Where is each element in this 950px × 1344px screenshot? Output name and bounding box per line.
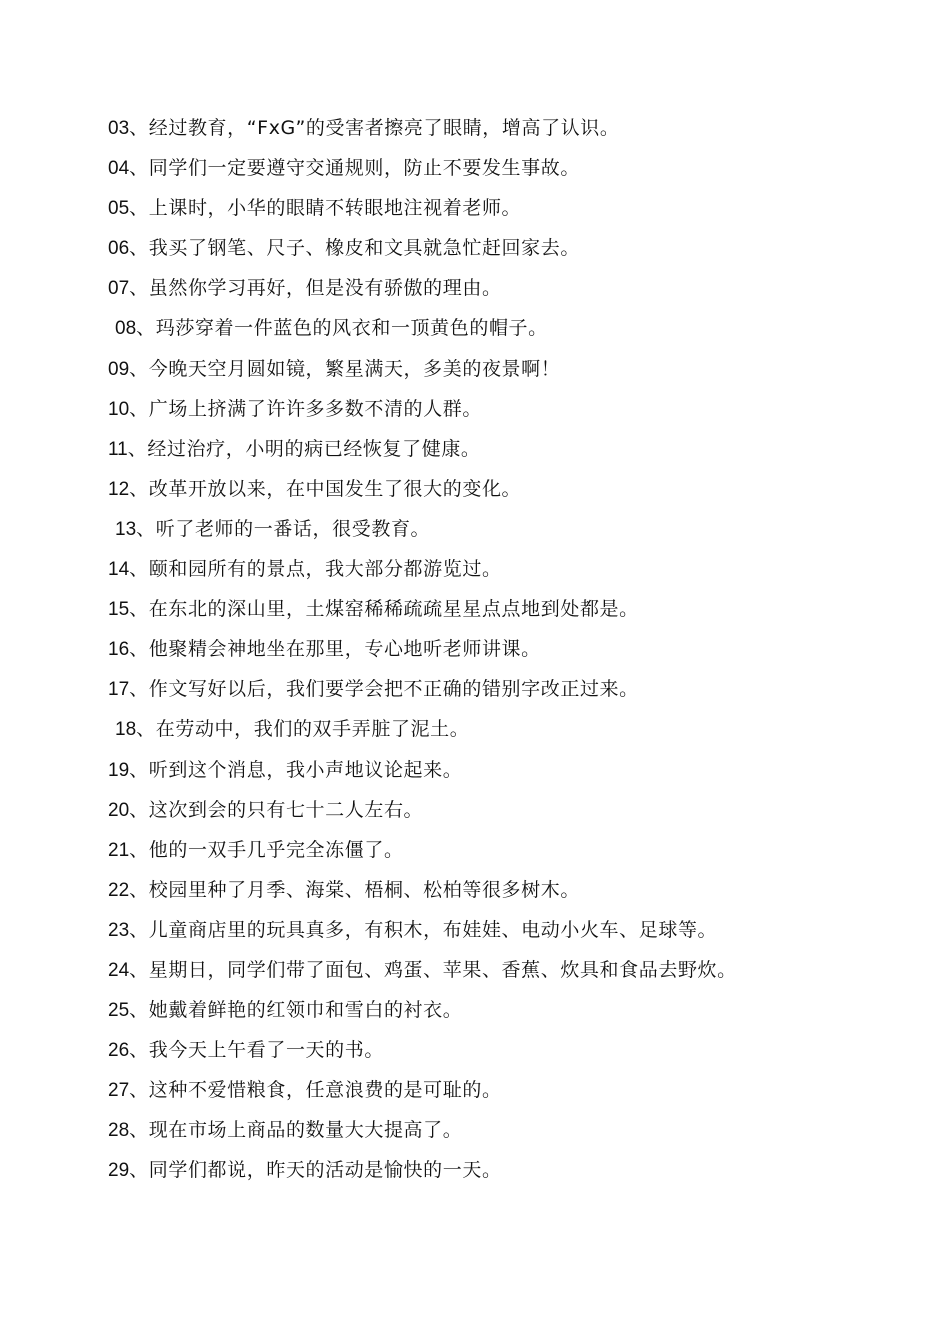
list-item: [108, 272, 737, 312]
item-number: 14: [108, 559, 130, 581]
list-item: [108, 834, 737, 874]
list-item: [108, 914, 737, 954]
item-text: 、儿童商店里的玩具真多，有积木，布娃娃、电动小火车、足球等。: [129, 918, 718, 941]
list-item: [108, 994, 737, 1034]
list-item: [108, 1034, 737, 1074]
item-text: 、广场上挤满了许许多多数不清的人群。: [129, 397, 482, 420]
list-item: [108, 112, 737, 152]
item-number: 12: [108, 478, 130, 500]
item-text: 、校园里种了月季、海棠、梧桐、松柏等很多树木。: [129, 878, 580, 901]
item-number: 20: [108, 799, 130, 821]
list-item: [108, 1154, 737, 1194]
list-item: [108, 713, 737, 753]
item-number: 29: [108, 1160, 130, 1182]
list-item: [108, 353, 737, 393]
item-text: 、虽然你学习再好，但是没有骄傲的理由。: [129, 277, 502, 300]
item-text: 、星期日，同学们带了面包、鸡蛋、苹果、香蕉、炊具和食品去野炊。: [129, 958, 737, 981]
item-number: 04: [108, 158, 130, 180]
item-number: 18: [115, 719, 137, 741]
list-item: [108, 633, 737, 673]
item-text: 、作文写好以后，我们要学会把不正确的错别字改正过来。: [129, 678, 639, 701]
item-number: 11: [108, 438, 128, 460]
item-text: 、我买了钢笔、尺子、橡皮和文具就急忙赶回家去。: [129, 237, 580, 260]
list-item: [108, 433, 737, 473]
item-number: 03: [108, 118, 130, 139]
item-number: 05: [108, 198, 130, 220]
list-item: [108, 553, 737, 593]
item-text: 、现在市场上商品的数量大大提高了。: [129, 1119, 463, 1142]
item-text: 、听了老师的一番话，很受教育。: [136, 517, 431, 540]
item-number: 10: [108, 398, 130, 420]
item-text: 、他的一双手几乎完全冻僵了。: [129, 838, 404, 861]
item-text: 、在劳动中，我们的双手弄脏了泥土。: [136, 718, 470, 741]
item-text: 、我今天上午看了一天的书。: [129, 1039, 384, 1062]
list-item: [108, 754, 737, 794]
item-text: 、颐和园所有的景点，我大部分都游览过。: [129, 558, 502, 581]
list-item: [108, 152, 737, 192]
item-number: 08: [115, 318, 137, 340]
list-item: [108, 513, 737, 553]
list-item: [108, 954, 737, 994]
item-text: 、同学们一定要遵守交通规则，防止不要发生事故。: [129, 157, 580, 180]
list-item: [108, 874, 737, 914]
list-item: [108, 393, 737, 433]
list-item: [108, 1074, 737, 1114]
item-number: 15: [108, 599, 130, 621]
list-item: [108, 593, 737, 633]
item-number: 25: [108, 1000, 130, 1022]
item-text: 、他聚精会神地坐在那里，专心地听老师讲课。: [129, 638, 541, 661]
item-number: 06: [108, 238, 130, 260]
item-number: 19: [108, 759, 130, 781]
item-number: 09: [108, 358, 130, 380]
item-text: 、改革开放以来，在中国发生了很大的变化。: [129, 477, 522, 500]
item-number: 26: [108, 1040, 130, 1062]
item-text: 、今晚天空月圆如镜，繁星满天，多美的夜景啊！: [129, 357, 561, 380]
item-text: 、听到这个消息，我小声地议论起来。: [129, 758, 463, 781]
item-text: 、这种不爱惜粮食，任意浪费的是可耻的。: [129, 1079, 502, 1102]
item-text: 、上课时，小华的眼睛不转眼地注视着老师。: [129, 197, 522, 220]
item-number: 07: [108, 278, 130, 300]
item-number: 21: [108, 839, 130, 861]
item-number: 22: [108, 879, 130, 901]
item-text: 、这次到会的只有七十二人左右。: [129, 798, 424, 821]
item-number: 17: [108, 679, 130, 701]
list-item: [108, 312, 737, 352]
item-number: 27: [108, 1080, 130, 1102]
item-text: 、在东北的深山里，土煤窑稀稀疏疏星星点点地到处都是。: [129, 598, 639, 621]
item-number: 13: [115, 518, 137, 540]
item-text: 、同学们都说，昨天的活动是愉快的一天。: [129, 1159, 502, 1182]
list-item: [108, 473, 737, 513]
item-text: 、玛莎穿着一件蓝色的风衣和一顶黄色的帽子。: [136, 317, 548, 340]
item-number: 28: [108, 1120, 130, 1142]
item-number: 24: [108, 959, 130, 981]
list-item: [108, 1114, 737, 1154]
item-text: 、经过教育，“FxG”的受害者擦亮了眼睛，增高了认识。: [129, 117, 620, 139]
item-text: 、经过治疗，小明的病已经恢复了健康。: [127, 437, 481, 460]
list-item: [108, 232, 737, 272]
sentence-list: [108, 112, 737, 1195]
item-text: 、她戴着鲜艳的红领巾和雪白的衬衣。: [129, 999, 463, 1022]
list-item: [108, 794, 737, 834]
list-item: [108, 192, 737, 232]
list-item: [108, 673, 737, 713]
item-number: 23: [108, 919, 130, 941]
item-number: 16: [108, 639, 130, 661]
